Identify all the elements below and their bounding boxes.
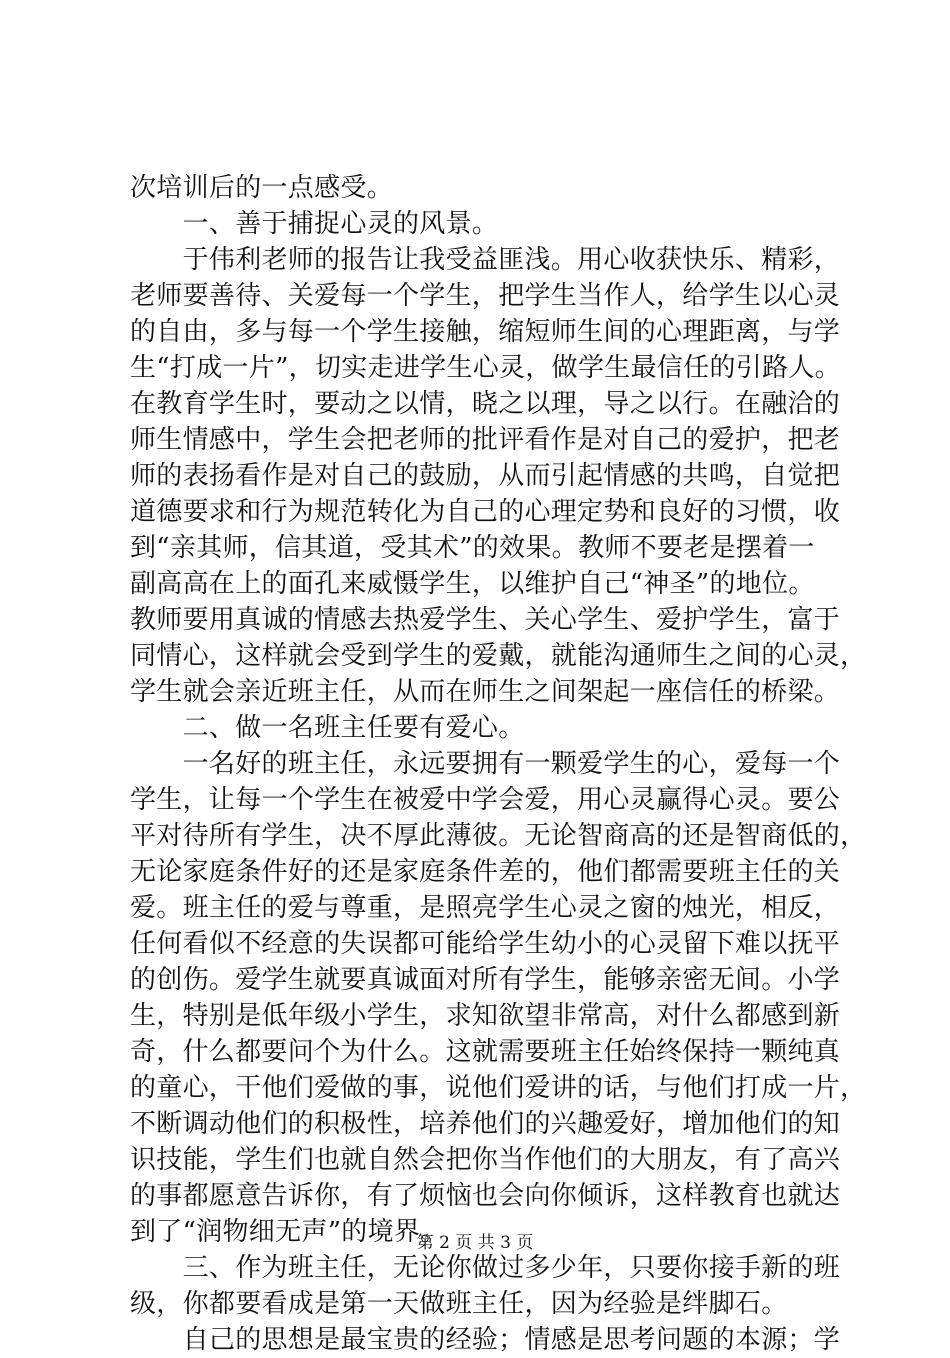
- text-line: 不断调动他们的积极性，培养他们的兴趣爱好，增加他们的知: [130, 1109, 841, 1139]
- page-footer: 第 2 页 共 3 页: [416, 1233, 534, 1253]
- text-line: 在教育学生时，要动之以情，晓之以理，导之以行。在融洽的: [130, 389, 841, 419]
- text-line: 任何看似不经意的失误都可能给学生幼小的心灵留下难以抚平: [130, 929, 841, 959]
- text-line: 学生就会亲近班主任，从而在师生之间架起一座信任的桥梁。: [130, 677, 841, 707]
- text-line: 级，你都要看成是第一天做班主任，因为经验是绊脚石。: [130, 1289, 788, 1319]
- text-line: 一、善于捕捉心灵的风景。: [130, 209, 499, 239]
- text-line: 无论家庭条件好的还是家庭条件差的，他们都需要班主任的关: [130, 857, 841, 887]
- text-line: 识技能，学生们也就自然会把你当作他们的大朋友，有了高兴: [130, 1145, 841, 1175]
- text-line: 的自由，多与每一个学生接触，缩短师生间的心理距离，与学: [130, 317, 841, 347]
- text-line: 道德要求和行为规范转化为自己的心理定势和良好的习惯，收: [130, 497, 841, 527]
- text-line: 于伟利老师的报告让我受益匪浅。用心收获快乐、精彩，: [130, 245, 841, 275]
- text-line: 的创伤。爱学生就要真诚面对所有学生，能够亲密无间。小学: [130, 965, 841, 995]
- text-line: 学生，让每一个学生在被爱中学会爱，用心灵赢得心灵。要公: [130, 785, 841, 815]
- text-line: 平对待所有学生，决不厚此薄彼。无论智商高的还是智商低的，: [130, 821, 867, 851]
- text-line: 生，特别是低年级小学生，求知欲望非常高，对什么都感到新: [130, 1001, 841, 1031]
- text-line: 师生情感中，学生会把老师的批评看作是对自己的爱护，把老: [130, 425, 841, 455]
- text-line: 三、作为班主任，无论你做过多少年，只要你接手新的班: [130, 1253, 841, 1283]
- text-line: 奇，什么都要问个为什么。这就需要班主任始终保持一颗纯真: [130, 1037, 841, 1067]
- text-line: 自己的思想是最宝贵的经验；情感是思考问题的本源；学: [130, 1325, 841, 1355]
- body-text: [130, 170, 867, 1358]
- text-line: 生“打成一片”，切实走进学生心灵，做学生最信任的引路人。: [130, 353, 841, 383]
- text-line: 教师要用真诚的情感去热爱学生、关心学生、爱护学生，富于: [130, 605, 841, 635]
- text-line: 师的表扬看作是对自己的鼓励，从而引起情感的共鸣，自觉把: [130, 461, 841, 491]
- text-line: 二、做一名班主任要有爱心。: [130, 713, 525, 743]
- text-line: 老师要善待、关爱每一个学生，把学生当作人，给学生以心灵: [130, 281, 841, 311]
- text-line: 到了“润物细无声”的境界。: [130, 1217, 447, 1247]
- text-line: 同情心，这样就会受到学生的爱戴，就能沟通师生之间的心灵，: [130, 641, 867, 671]
- text-line: 一名好的班主任，永远要拥有一颗爱学生的心，爱每一个: [130, 749, 841, 779]
- text-line: 副高高在上的面孔来威慑学生，以维护自己“神圣”的地位。: [130, 569, 815, 599]
- text-line: 的童心，干他们爱做的事，说他们爱讲的话，与他们打成一片，: [130, 1073, 867, 1103]
- text-line: 的事都愿意告诉你，有了烦恼也会向你倾诉，这样教育也就达: [130, 1181, 841, 1211]
- text-line: 次培训后的一点感受。: [130, 173, 394, 203]
- text-line: 到“亲其师，信其道，受其术”的效果。教师不要老是摆着一: [130, 533, 815, 563]
- text-line: 爱。班主任的爱与尊重，是照亮学生心灵之窗的烛光，相反，: [130, 893, 841, 923]
